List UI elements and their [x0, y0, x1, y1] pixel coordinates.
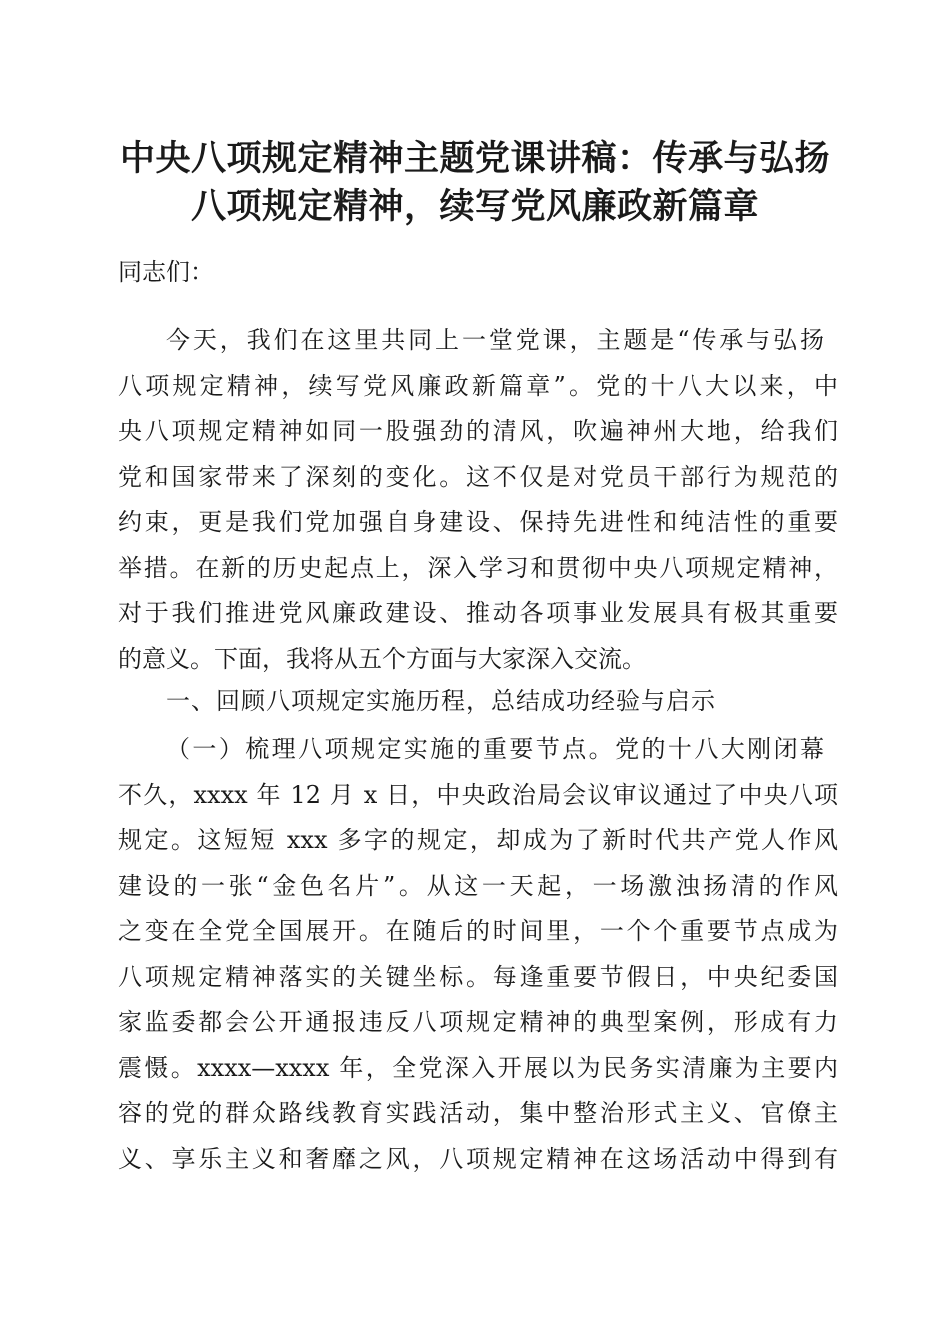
paragraph-line: 八项规定精神落实的关键坐标。每逢重要节假日，中央纪委国 — [118, 962, 838, 991]
paragraph-line: 震慑。xxxx—xxxx 年，全党深入开展以为民务实清廉为主要内 — [118, 1053, 838, 1082]
paragraph-line: 今天，我们在这里共同上一堂党课，主题是“传承与弘扬 — [166, 326, 824, 354]
document-title-line-2: 八项规定精神，续写党风廉政新篇章 — [190, 186, 759, 227]
paragraph-line: 八项规定精神，续写党风廉政新篇章”。党的十八大以来，中 — [118, 371, 838, 400]
greeting: 同志们： — [118, 258, 214, 286]
paragraph-line: 容的党的群众路线教育实践活动，集中整治形式主义、官僚主 — [118, 1099, 838, 1127]
section-heading: 一、回顾八项规定实施历程，总结成功经验与启示 — [166, 687, 716, 715]
paragraph-line: 建设的一张“金色名片”。从这一天起，一场激浊扬清的作风 — [118, 871, 838, 900]
paragraph-line: 举措。在新的历史起点上，深入学习和贯彻中央八项规定精神， — [118, 553, 838, 582]
paragraph-line: 约束，更是我们党加强自身建设、保持先进性和纯洁性的重要 — [118, 508, 838, 536]
paragraph-line: 规定。这短短 xxx 多字的规定，却成为了新时代共产党人作风 — [118, 826, 838, 854]
paragraph-line: 义、享乐主义和奢靡之风，八项规定精神在这场活动中得到有 — [118, 1144, 838, 1173]
paragraph-line: 之变在全党全国展开。在随后的时间里，一个个重要节点成为 — [118, 917, 838, 945]
paragraph-line: （一）梳理八项规定实施的重要节点。党的十八大刚闭幕 — [166, 735, 824, 763]
paragraph-line: 不久，xxxx 年 12 月 x 日，中央政治局会议审议通过了中央八项 — [118, 780, 838, 809]
paragraph-line: 党和国家带来了深刻的变化。这不仅是对党员干部行为规范的 — [118, 462, 838, 491]
paragraph-line: 对于我们推进党风廉政建设、推动各项事业发展具有极其重要 — [118, 599, 838, 627]
paragraph-line: 央八项规定精神如同一股强劲的清风，吹遍神州大地，给我们 — [118, 417, 838, 445]
paragraph-line: 家监委都会公开通报违反八项规定精神的典型案例，形成有力 — [118, 1008, 838, 1036]
paragraph-line: 的意义。下面，我将从五个方面与大家深入交流。 — [118, 644, 646, 673]
document-title-line-1: 中央八项规定精神主题党课讲稿：传承与弘扬 — [119, 138, 830, 179]
